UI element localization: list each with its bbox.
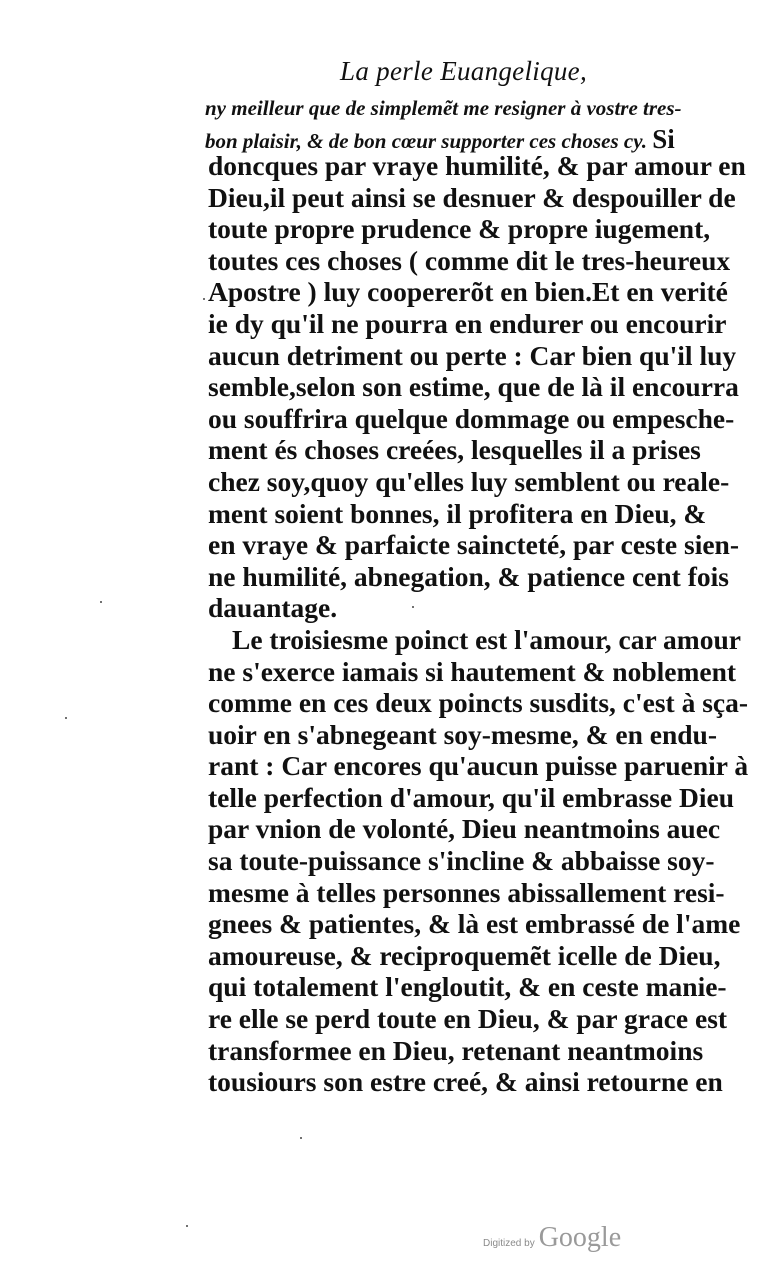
text-line: toute propre prudence & propre iugement, <box>208 213 711 245</box>
text-line: toutes ces choses ( comme dit le tres-heureux <box>208 244 731 276</box>
text-line: rant : Car encores qu'aucun puisse paruenir à <box>208 750 749 782</box>
text-line: transformee en Dieu, retenant neantmoins <box>208 1034 704 1066</box>
text-line: ou souffrira quelque dommage ou empesche- <box>208 402 735 434</box>
text-line: ment és choses creées, lesquelles il a prises <box>208 434 701 466</box>
text-line: tousiours son estre creé, & ainsi retourne en <box>208 1066 723 1098</box>
text-line: qui totalement l'engloutit, & en ceste manie- <box>208 971 727 1003</box>
text-line: re elle se perd toute en Dieu, & par grace est <box>208 1003 728 1035</box>
text-line: ne s'exerce iamais si hautement & noblement <box>208 655 737 687</box>
text-line: semble,selon son estime, que de là il encourra <box>208 371 739 403</box>
text-line: dauantage. <box>208 592 338 624</box>
text-line: ie dy qu'il ne pourra en endurer ou encourir <box>208 307 727 339</box>
text-line: Apostre ) luy coopererõt en bien.Et en verité <box>208 276 728 308</box>
text-line: chez soy,quoy qu'elles luy semblent ou reale- <box>208 465 730 497</box>
text-line: mesme à telles personnes abissallement resi- <box>208 876 725 908</box>
text-line: amoureuse, & reciproquemẽt icelle de Dieu, <box>208 939 721 971</box>
watermark-prefix: Digitized by <box>483 1238 535 1249</box>
text-line: ne humilité, abnegation, & patience cent fois <box>208 560 729 592</box>
first-line-tail: Si <box>652 124 675 154</box>
text-line: doncques par vraye humilité, & par amour en <box>208 150 746 181</box>
text-line: en vraye & parfaicte saincteté, par ceste sien- <box>208 529 739 561</box>
body-text <box>208 150 749 1098</box>
text-line: uoir en s'abnegeant soy-mesme, & en endu- <box>208 718 718 750</box>
text-line: gnees & patientes, & là est embrassé de l'ame <box>208 908 741 940</box>
text-line: aucun detriment ou perte : Car bien qu'il luy <box>208 339 737 371</box>
text-line: telle perfection d'amour, qu'il embrasse Dieu <box>208 781 735 813</box>
running-head: La perle Euangelique, <box>340 56 588 86</box>
text-line: ment soient bonnes, il profitera en Dieu, & <box>208 497 707 529</box>
google-watermark <box>483 1222 621 1254</box>
watermark-brand: Google <box>538 1222 622 1253</box>
text-line: Le troisiesme poinct est l'amour, car amour <box>232 623 741 655</box>
text-line: par vnion de volonté, Dieu neantmoins auec <box>208 813 721 845</box>
text-line: Dieu,il peut ainsi se desnuer & despouiller de <box>208 181 736 213</box>
text-line: comme en ces deux poincts susdits, c'est à sça- <box>208 687 749 719</box>
text-line: sa toute-puissance s'incline & abbaisse soy- <box>208 845 715 877</box>
italic-line-1: ny meilleur que de simplemẽt me resigner à vostre tres- <box>205 96 682 120</box>
italic-line-2-text: bon plaisir, & de bon cœur supporter ces choses cy. <box>205 129 647 153</box>
